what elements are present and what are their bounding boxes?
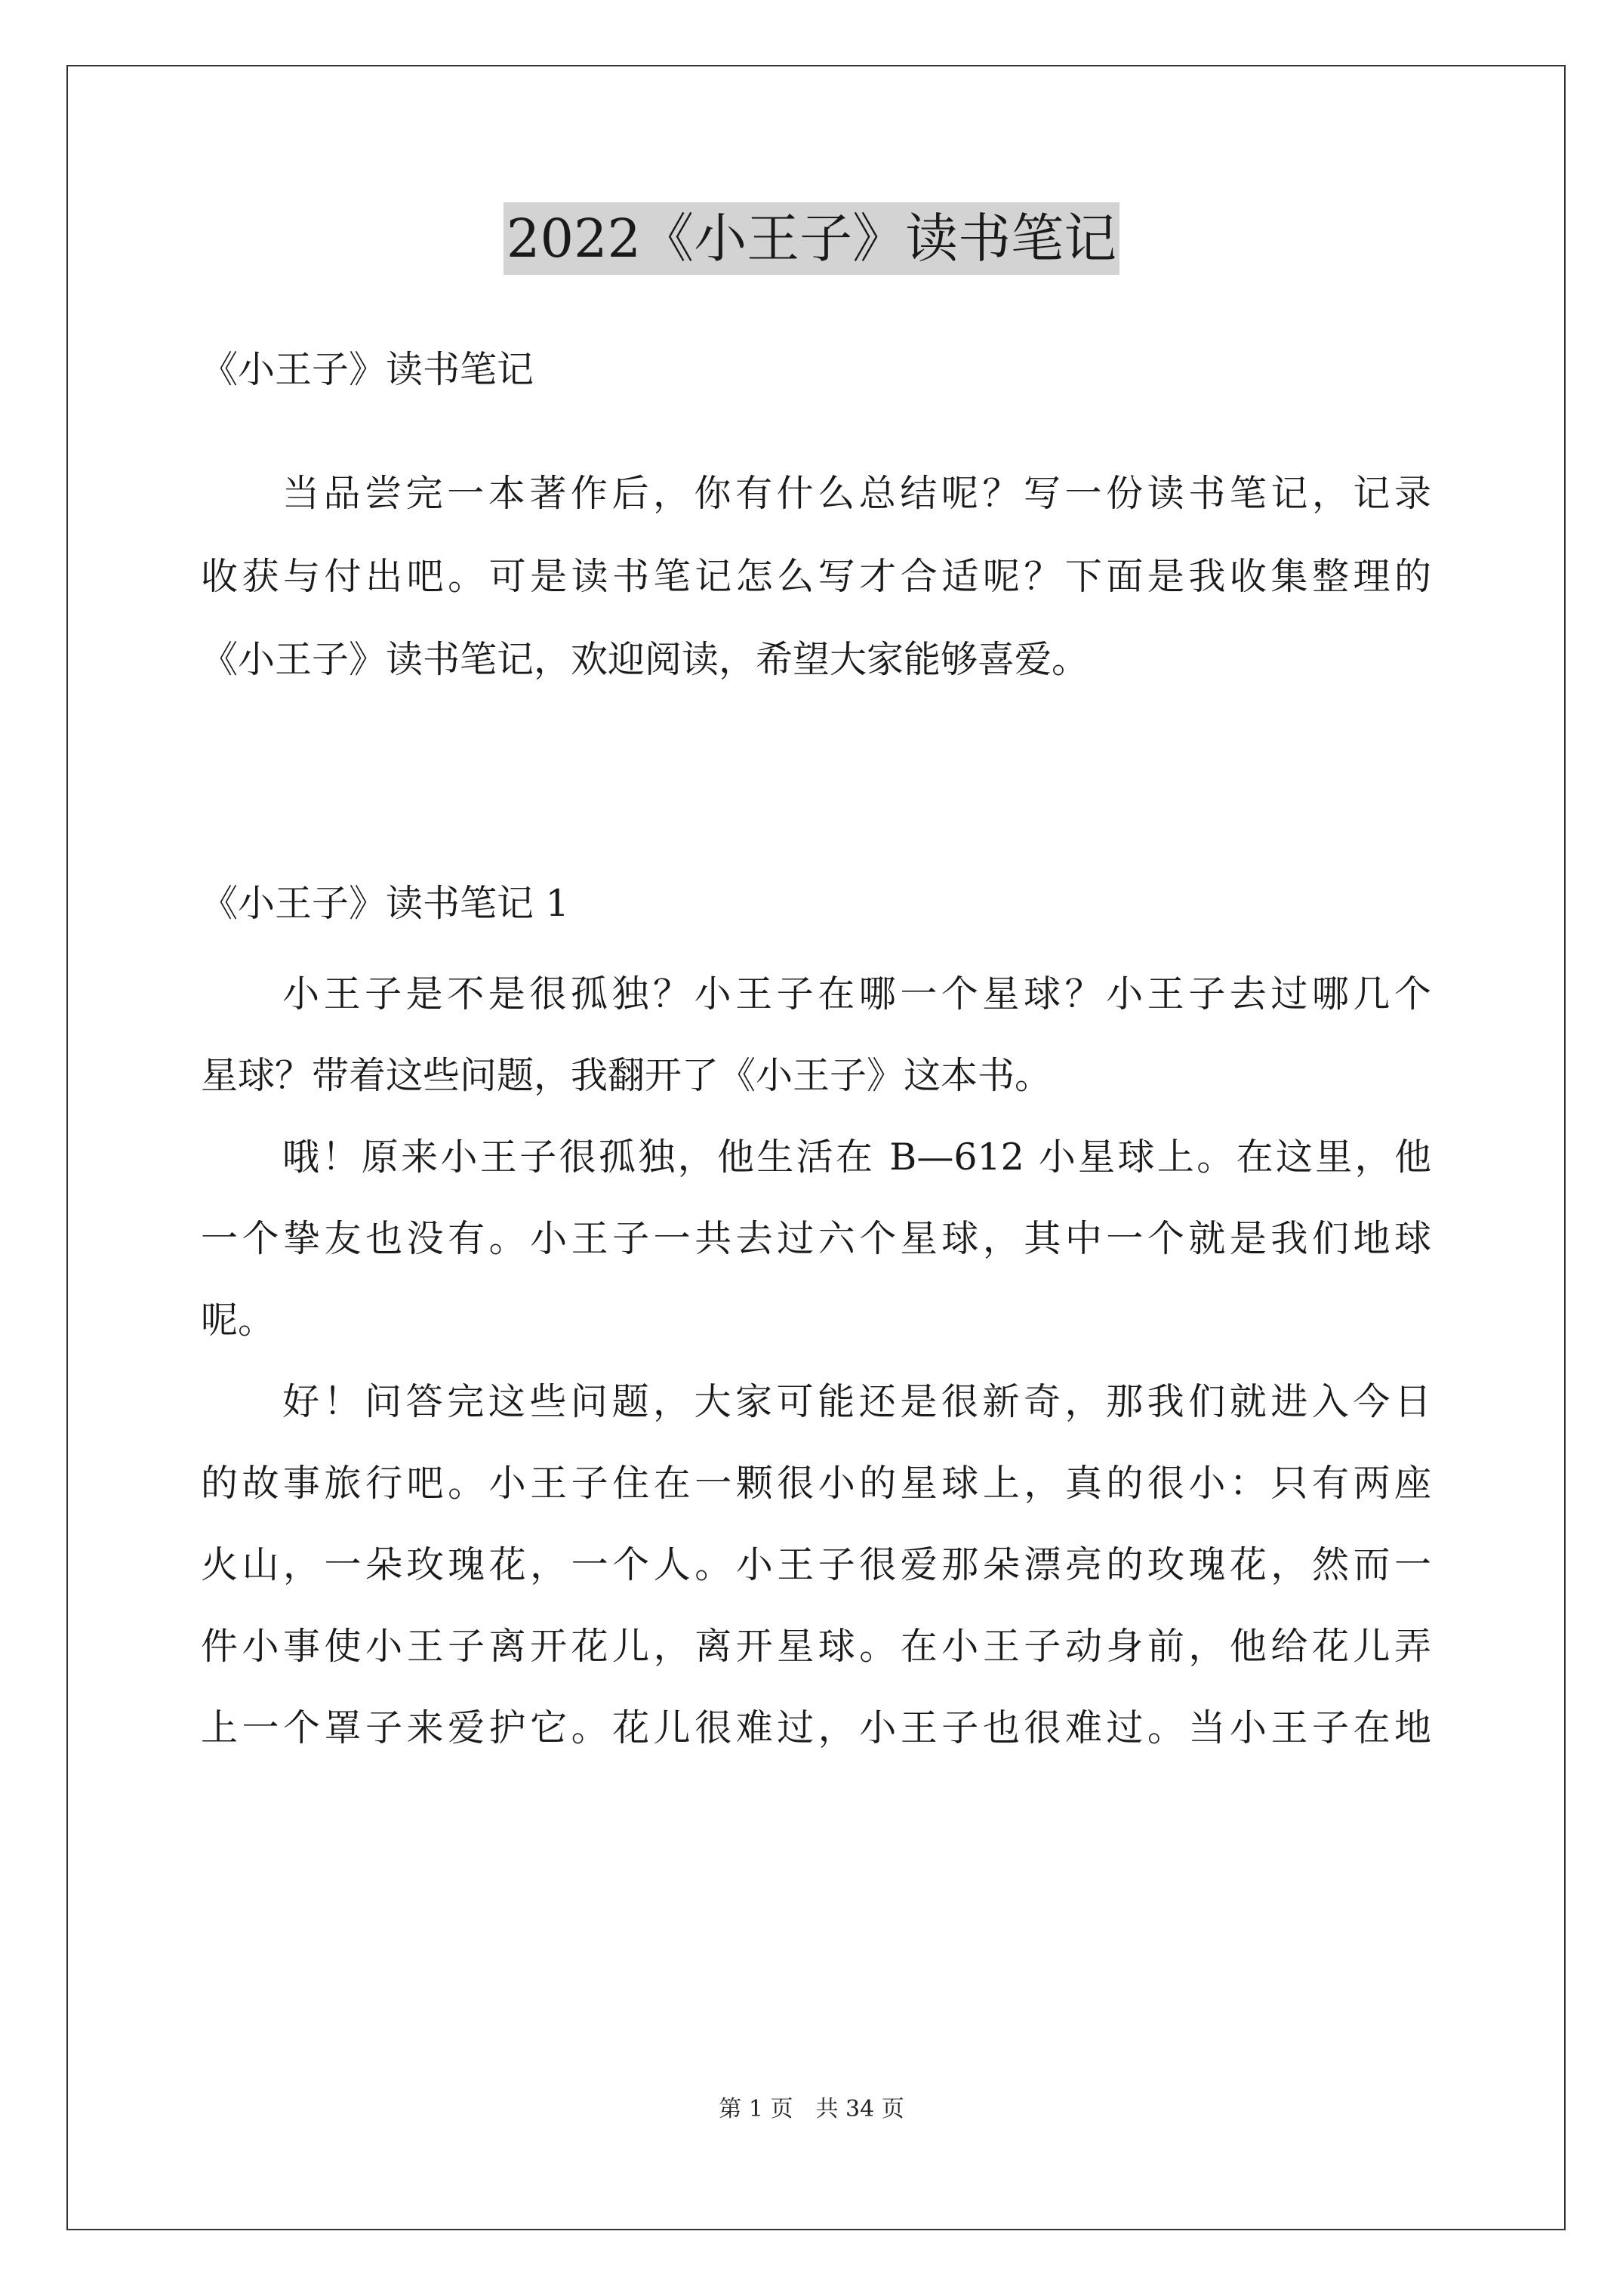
paragraph-line: 哦！原来小王子很孤独，他生活在 B—612 小星球上。在这里，他 [282,1136,1431,1179]
page-number-footer: 第 1 页 共 34 页 [719,2096,904,2122]
paragraph-line: 当品尝完一本著作后，你有什么总结呢？写一份读书笔记，记录 [282,472,1431,515]
title-container [0,202,1623,275]
paragraph-line: 《小王子》读书笔记，欢迎阅读，希望大家能够喜爱。 [201,638,1089,681]
paragraph-line: 件小事使小王子离开花儿，离开星球。在小王子动身前，他给花儿弄 [201,1625,1431,1668]
paragraph-line: 好！问答完这些问题，大家可能还是很新奇，那我们就进入今日 [282,1380,1431,1423]
paragraph-line: 呢。 [201,1299,276,1342]
paragraph-line: 小王子是不是很孤独？小王子在哪一个星球？小王子去过哪几个 [282,972,1431,1015]
paragraph-line: 上一个罩子来爱护它。花儿很难过，小王子也很难过。当小王子在地 [201,1706,1431,1749]
document-title: 2022《小王子》读书笔记 [504,202,1119,275]
paragraph-line: 收获与付出吧。可是读书笔记怎么写才合适呢？下面是我收集整理的 [201,555,1431,598]
section-heading: 《小王子》读书笔记 1 [201,882,569,925]
paragraph-line: 火山，一朵玫瑰花，一个人。小王子很爱那朵漂亮的玫瑰花，然而一 [201,1543,1431,1586]
section-heading: 《小王子》读书笔记 [201,348,534,391]
paragraph-line: 星球？带着这些问题，我翻开了《小王子》这本书。 [201,1054,1052,1097]
paragraph-line: 的故事旅行吧。小王子住在一颗很小的星球上，真的很小：只有两座 [201,1462,1431,1505]
paragraph-line: 一个挚友也没有。小王子一共去过六个星球，其中一个就是我们地球 [201,1217,1431,1260]
